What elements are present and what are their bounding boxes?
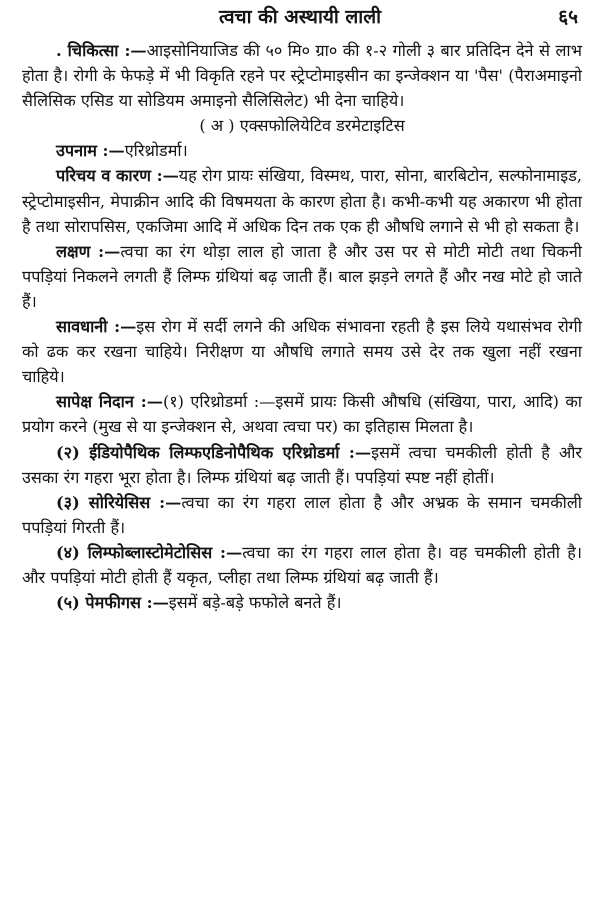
synonym-paragraph xyxy=(22,138,582,163)
paragraph-term: उपनाम :— xyxy=(56,141,125,161)
diagnosis-item-4 xyxy=(22,540,582,590)
paragraph-text: इसमें त्वचा चमकीली होती है और उसका रंग गहरा भूरा होता है। लिम्फ ग्रंथियां बढ़ जाती हैं। पपड़ियां स्पष्ट नहीं होतीं। xyxy=(22,442,583,487)
paragraph-text: इस रोग में सर्दी लगने की अधिक संभावना रहती है इस लिये यथासंभव रोगी को ढक कर रखना चाहिये। निरीक्षण या औषधि लगाते समय उसे देर तक खुला नहीं रखना चाहिये। xyxy=(22,317,582,387)
paragraph-text: त्वचा का रंग गहरा लाल होता है और अभ्रक के समान चमकीली पपड़ियां गिरती हैं। xyxy=(22,492,582,537)
section-heading: ( अ ) एक्सफोलियेटिव डरमेटाइटिस xyxy=(199,116,405,136)
page-body xyxy=(22,38,582,615)
page-header xyxy=(0,3,600,33)
paragraph-text: एरिथ्रोडर्मा। xyxy=(124,141,188,161)
paragraph-term: (४) लिम्फोब्लास्टोमेटोसिस :— xyxy=(56,542,243,562)
paragraph-term: (३) सोरियेसिस :— xyxy=(56,492,182,512)
diagnosis-item-3 xyxy=(22,490,582,540)
paragraph-term: (५) पेमफीगस :— xyxy=(56,593,169,613)
precaution-paragraph xyxy=(22,314,582,389)
differential-diagnosis-paragraph xyxy=(22,389,582,439)
paragraph-text: इसमें बड़े-बड़े फफोले बनते हैं। xyxy=(168,593,342,613)
diagnosis-item-2 xyxy=(22,440,582,490)
paragraph-text: आइसोनियाजिड की ५० मि० ग्रा० की १-२ गोली ३ बार प्रतिदिन देने से लाभ होता है। रोगी के फेफड़े में भी विकृति रहने पर स्ट्रेप्टोमाइसीन का इन्जेक्शन या 'पैस' (पैराअमाइनो सैलिसिक एसिड या सोडियम अमाइनो सैलिसिलेट) भी देना चाहिये। xyxy=(22,41,582,111)
paragraph-term: . चिकित्सा :— xyxy=(56,41,147,60)
paragraph-text: त्वचा का रंग थोड़ा लाल हो जाता है और उस पर से मोटी मोटी तथा चिकनी पपड़ियां निकलने लगती हैं लिम्फ ग्रंथियां बढ़ जाती हैं। बाल झड़ने लगते हैं और नख मोटे हो जाते हैं। xyxy=(22,241,582,311)
introduction-paragraph xyxy=(22,163,582,238)
paragraph-term: लक्षण :— xyxy=(56,241,121,261)
paragraph-text: यह रोग प्रायः संखिया, विस्मथ, पारा, सोना, बारबिटोन, सल्फोनामाइड, स्ट्रेप्टोमाइसीन, मेपाक्रीन आदि की विषमयता के कारण होता है। कभी-कभी यह अकारण भी होता है तथा सोरापसिस, एकजिमा आदि में अधिक दिन तक एक ही औषधि लगाने से भी हो सकता है। xyxy=(22,166,582,236)
paragraph-term: (२) ईडियोपैथिक लिम्फएडिनोपैथिक एरिथ्रोडर्मा :— xyxy=(56,442,372,462)
paragraph-text: त्वचा का रंग गहरा लाल होता है। वह चमकीली होती है। और पपड़ियां मोटी होती हैं यकृत, प्लीहा तथा लिम्फ ग्रंथियां बढ़ जाती हैं। xyxy=(22,542,582,587)
paragraph-term: सावधानी :— xyxy=(56,317,137,337)
diagnosis-item-5 xyxy=(22,590,582,615)
paragraph-text: (१) एरिथ्रोडर्मा :—इसमें प्रायः किसी औषधि (संखिया, पारा, आदि) का प्रयोग करने (मुख से या इन्जेक्शन से, अथवा त्वचा पर) का इतिहास मिलता है। xyxy=(22,392,582,437)
paragraph-term: सापेक्ष निदान :— xyxy=(56,392,163,412)
page-number: ६५ xyxy=(558,6,578,28)
treatment-paragraph xyxy=(22,38,582,113)
symptoms-paragraph xyxy=(22,239,582,314)
running-title: त्वचा की अस्थायी लाली xyxy=(218,6,382,28)
paragraph-term: परिचय व कारण :— xyxy=(56,166,179,186)
